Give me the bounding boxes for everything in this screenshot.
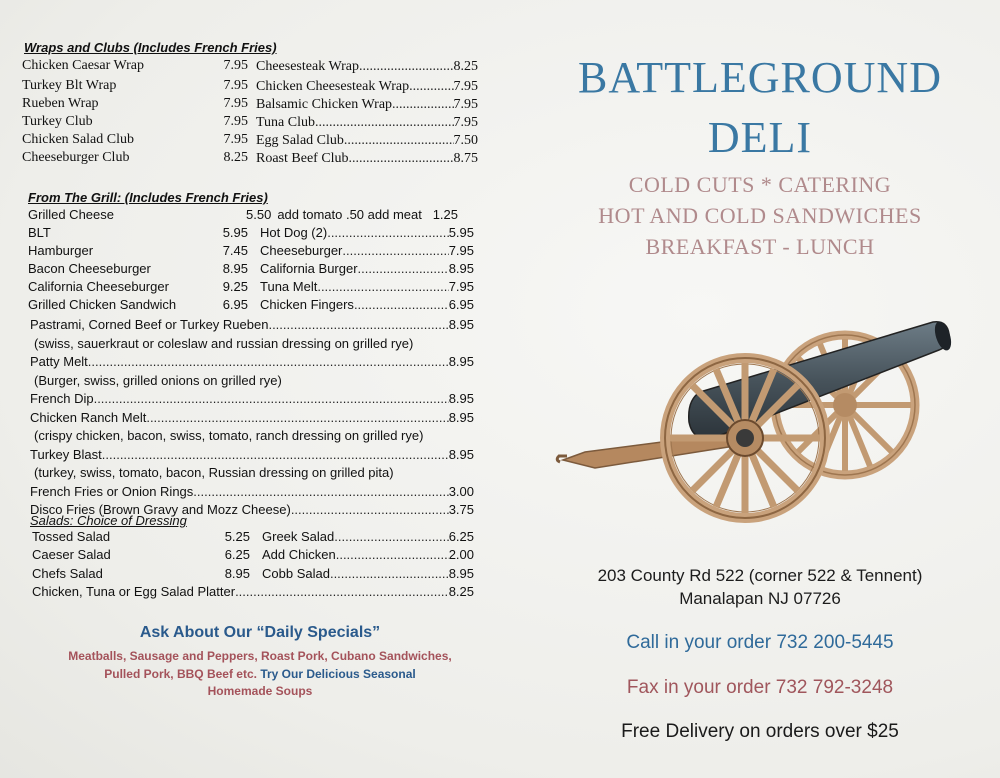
item-name: California Cheeseburger (28, 279, 169, 294)
tagline-3: BREAKFAST - LUNCH (645, 234, 875, 259)
item-price: 7.95 (453, 115, 478, 130)
menu-item (28, 225, 248, 241)
item-price: 8.95 (448, 391, 474, 406)
item-name: Hamburger (28, 243, 94, 258)
item-price: 3.75 (448, 502, 474, 517)
menu-item (260, 243, 474, 259)
leader-dots (88, 354, 449, 370)
item-price: 8.95 (448, 446, 474, 462)
item-price: 8.95 (448, 409, 474, 425)
menu-item (28, 207, 458, 223)
item-name: Turkey Blt Wrap (22, 78, 117, 93)
brand-name: BATTLEGROUND (578, 53, 942, 102)
leader-dots (327, 225, 448, 241)
item-price: 1.25 (432, 207, 458, 222)
item-name: Grilled Chicken Sandwich (28, 297, 177, 312)
item-name: Balsamic Chicken Wrap (256, 97, 393, 112)
item-name: Grilled Cheese (28, 207, 114, 222)
menu-item (32, 529, 250, 545)
menu-item (260, 261, 474, 277)
item-description: (swiss, sauerkraut or coleslaw and russian dressing on grilled rye) (34, 335, 414, 351)
specials-red-text: Pulled Pork, BBQ Beef etc. (104, 667, 257, 681)
item-name: Pastrami, Corned Beef or Turkey Rueben (30, 317, 269, 332)
item-price: 7.95 (453, 97, 478, 112)
section-title-salads: Salads: Choice of Dressing (30, 513, 187, 528)
item-name: Egg Salad Club (256, 133, 344, 148)
leader-dots (344, 133, 454, 149)
item-price: 9.25 (222, 279, 248, 294)
specials-line: Homemade Soups (207, 684, 313, 698)
menu-item (256, 97, 478, 113)
item-name: Chicken Salad Club (22, 132, 134, 147)
leader-dots (235, 584, 449, 600)
item-name: Greek Salad (262, 529, 335, 544)
leader-dots (291, 502, 449, 518)
item-price: 5.95 (448, 225, 474, 240)
item-name: French Dip (30, 391, 94, 406)
tagline-2: HOT AND COLD SANDWICHES (598, 203, 922, 228)
item-name: Disco Fries (Brown Gravy and Mozz Cheese) (30, 502, 291, 517)
item-price: 5.50 (246, 207, 272, 222)
item-name: BLT (28, 225, 51, 240)
menu-item (28, 279, 248, 295)
item-price: 8.25 (223, 150, 248, 165)
item-price: 7.95 (223, 58, 248, 73)
menu-item (256, 133, 478, 149)
item-name: Cheeseburger (260, 243, 343, 258)
leader-dots (342, 243, 448, 259)
specials-line (0, 667, 520, 681)
item-name: Cheesesteak Wrap (256, 59, 359, 74)
item-price: 8.95 (448, 317, 474, 332)
item-name: California Burger (260, 261, 358, 276)
menu-item (260, 297, 474, 313)
leader-dots (102, 447, 449, 463)
leader-dots (330, 566, 449, 582)
item-name: Tuna Club (256, 115, 316, 130)
menu-item (22, 78, 248, 94)
item-price: 7.45 (222, 243, 248, 258)
leader-dots (268, 317, 448, 333)
item-name: Chefs Salad (32, 566, 103, 581)
menu-item (256, 151, 478, 167)
item-name: Caeser Salad (32, 547, 111, 562)
item-extra: add tomato .50 add meat (277, 207, 422, 222)
leader-dots (359, 59, 454, 75)
menu-item (32, 584, 474, 600)
menu-item (262, 566, 474, 582)
menu-item (260, 225, 474, 241)
item-name: French Fries or Onion Rings (30, 483, 194, 499)
item-price: 8.75 (453, 151, 478, 166)
leader-dots (315, 115, 453, 131)
item-price: 3.00 (448, 483, 474, 499)
leader-dots (146, 410, 448, 426)
item-name: Patty Melt (30, 354, 88, 369)
item-name: Chicken Caesar Wrap (22, 58, 145, 73)
item-price: 7.95 (223, 78, 248, 93)
delivery-note: Free Delivery on orders over $25 (621, 721, 899, 742)
address-line-2: Manalapan NJ 07726 (679, 589, 841, 608)
menu-item (260, 279, 474, 295)
menu-item (30, 354, 474, 370)
item-name: Chicken Cheesesteak Wrap (256, 79, 410, 94)
leader-dots (358, 261, 449, 277)
leader-dots (334, 529, 448, 545)
leader-dots (409, 79, 453, 95)
phone-order[interactable]: Call in your order 732 200-5445 (626, 632, 894, 653)
menu-item (30, 484, 474, 500)
item-description: (turkey, swiss, tomato, bacon, Russian dressing on grilled pita) (34, 465, 394, 480)
item-name: Chicken Fingers (260, 297, 354, 312)
leader-dots (392, 97, 453, 113)
leader-dots (193, 484, 448, 500)
menu-item (22, 114, 248, 130)
item-name: Chicken, Tuna or Egg Salad Platter (32, 584, 236, 599)
item-price: 7.95 (448, 279, 474, 294)
section-title-grill: From The Grill: (Includes French Fries) (28, 190, 268, 205)
item-price: 2.00 (448, 547, 474, 562)
leader-dots (317, 279, 448, 295)
item-price: 6.95 (222, 297, 248, 312)
leader-dots (336, 547, 449, 563)
item-name: Roast Beef Club (256, 151, 349, 166)
item-price: 8.95 (448, 261, 474, 276)
item-name: Add Chicken (262, 547, 336, 562)
item-price: 5.25 (224, 529, 250, 544)
item-name: Cheeseburger Club (22, 150, 130, 165)
tagline-1: COLD CUTS * CATERING (628, 172, 892, 197)
item-name: Rueben Wrap (22, 96, 99, 111)
item-price: 6.25 (224, 547, 250, 562)
specials-line: Meatballs, Sausage and Peppers, Roast Pork, Cubano Sandwiches, (68, 649, 452, 663)
specials-blue-text: Try Our Delicious Seasonal (260, 667, 416, 681)
item-price: 8.25 (453, 59, 478, 74)
brand-panel (520, 0, 1000, 778)
item-name: Turkey Blast (30, 446, 102, 462)
item-price: 7.95 (223, 132, 248, 147)
menu-item (32, 566, 250, 582)
fax-order: Fax in your order 732 792-3248 (626, 677, 894, 698)
menu-panel (0, 0, 480, 778)
item-name: Turkey Club (22, 114, 93, 129)
item-price: 6.25 (448, 529, 474, 544)
menu-item (262, 547, 474, 563)
item-price: 7.95 (453, 79, 478, 94)
leader-dots (349, 151, 454, 167)
menu-item (30, 447, 474, 463)
item-price: 8.25 (448, 584, 474, 599)
menu-item (22, 96, 248, 112)
menu-item (28, 243, 248, 259)
item-name: Cobb Salad (262, 566, 330, 581)
brand-subname: DELI (707, 113, 813, 162)
item-price: 8.95 (448, 566, 474, 581)
item-name: Bacon Cheeseburger (28, 261, 151, 276)
leader-dots (354, 297, 449, 313)
menu-item (256, 79, 478, 95)
item-price: 6.95 (448, 297, 474, 312)
item-name: Tuna Melt (260, 279, 318, 294)
menu-item (30, 391, 474, 407)
leader-dots (94, 391, 449, 407)
menu-item (30, 410, 474, 426)
item-price: 7.95 (223, 96, 248, 111)
item-price: 8.95 (222, 261, 248, 276)
menu-item (28, 297, 248, 313)
item-price: 5.95 (222, 225, 248, 240)
menu-item (22, 150, 248, 166)
menu-item (262, 529, 474, 545)
item-price: 8.95 (224, 566, 250, 581)
menu-item (22, 58, 248, 74)
menu-item (30, 317, 474, 333)
item-description: (crispy chicken, bacon, swiss, tomato, ranch dressing on grilled rye) (34, 428, 424, 443)
item-name: Chicken Ranch Melt (30, 409, 147, 425)
item-price: 7.50 (453, 133, 478, 148)
menu-item (256, 59, 478, 75)
specials-title: Ask About Our “Daily Specials” (139, 624, 381, 641)
front-wheel (665, 358, 825, 518)
item-price: 8.95 (448, 354, 474, 369)
cannon-illustration (555, 310, 955, 525)
menu-item (28, 261, 248, 277)
item-name: Tossed Salad (32, 529, 111, 544)
address-line-1: 203 County Rd 522 (corner 522 & Tennent) (597, 566, 923, 585)
item-price: 7.95 (448, 243, 474, 258)
menu-item (22, 132, 248, 148)
item-name: Hot Dog (2) (260, 225, 328, 240)
menu-item (256, 115, 478, 131)
menu-item (32, 547, 250, 563)
item-price: 7.95 (223, 114, 248, 129)
section-title-wraps: Wraps and Clubs (Includes French Fries) (24, 40, 277, 55)
item-description: (Burger, swiss, grilled onions on grilled rye) (34, 372, 282, 388)
